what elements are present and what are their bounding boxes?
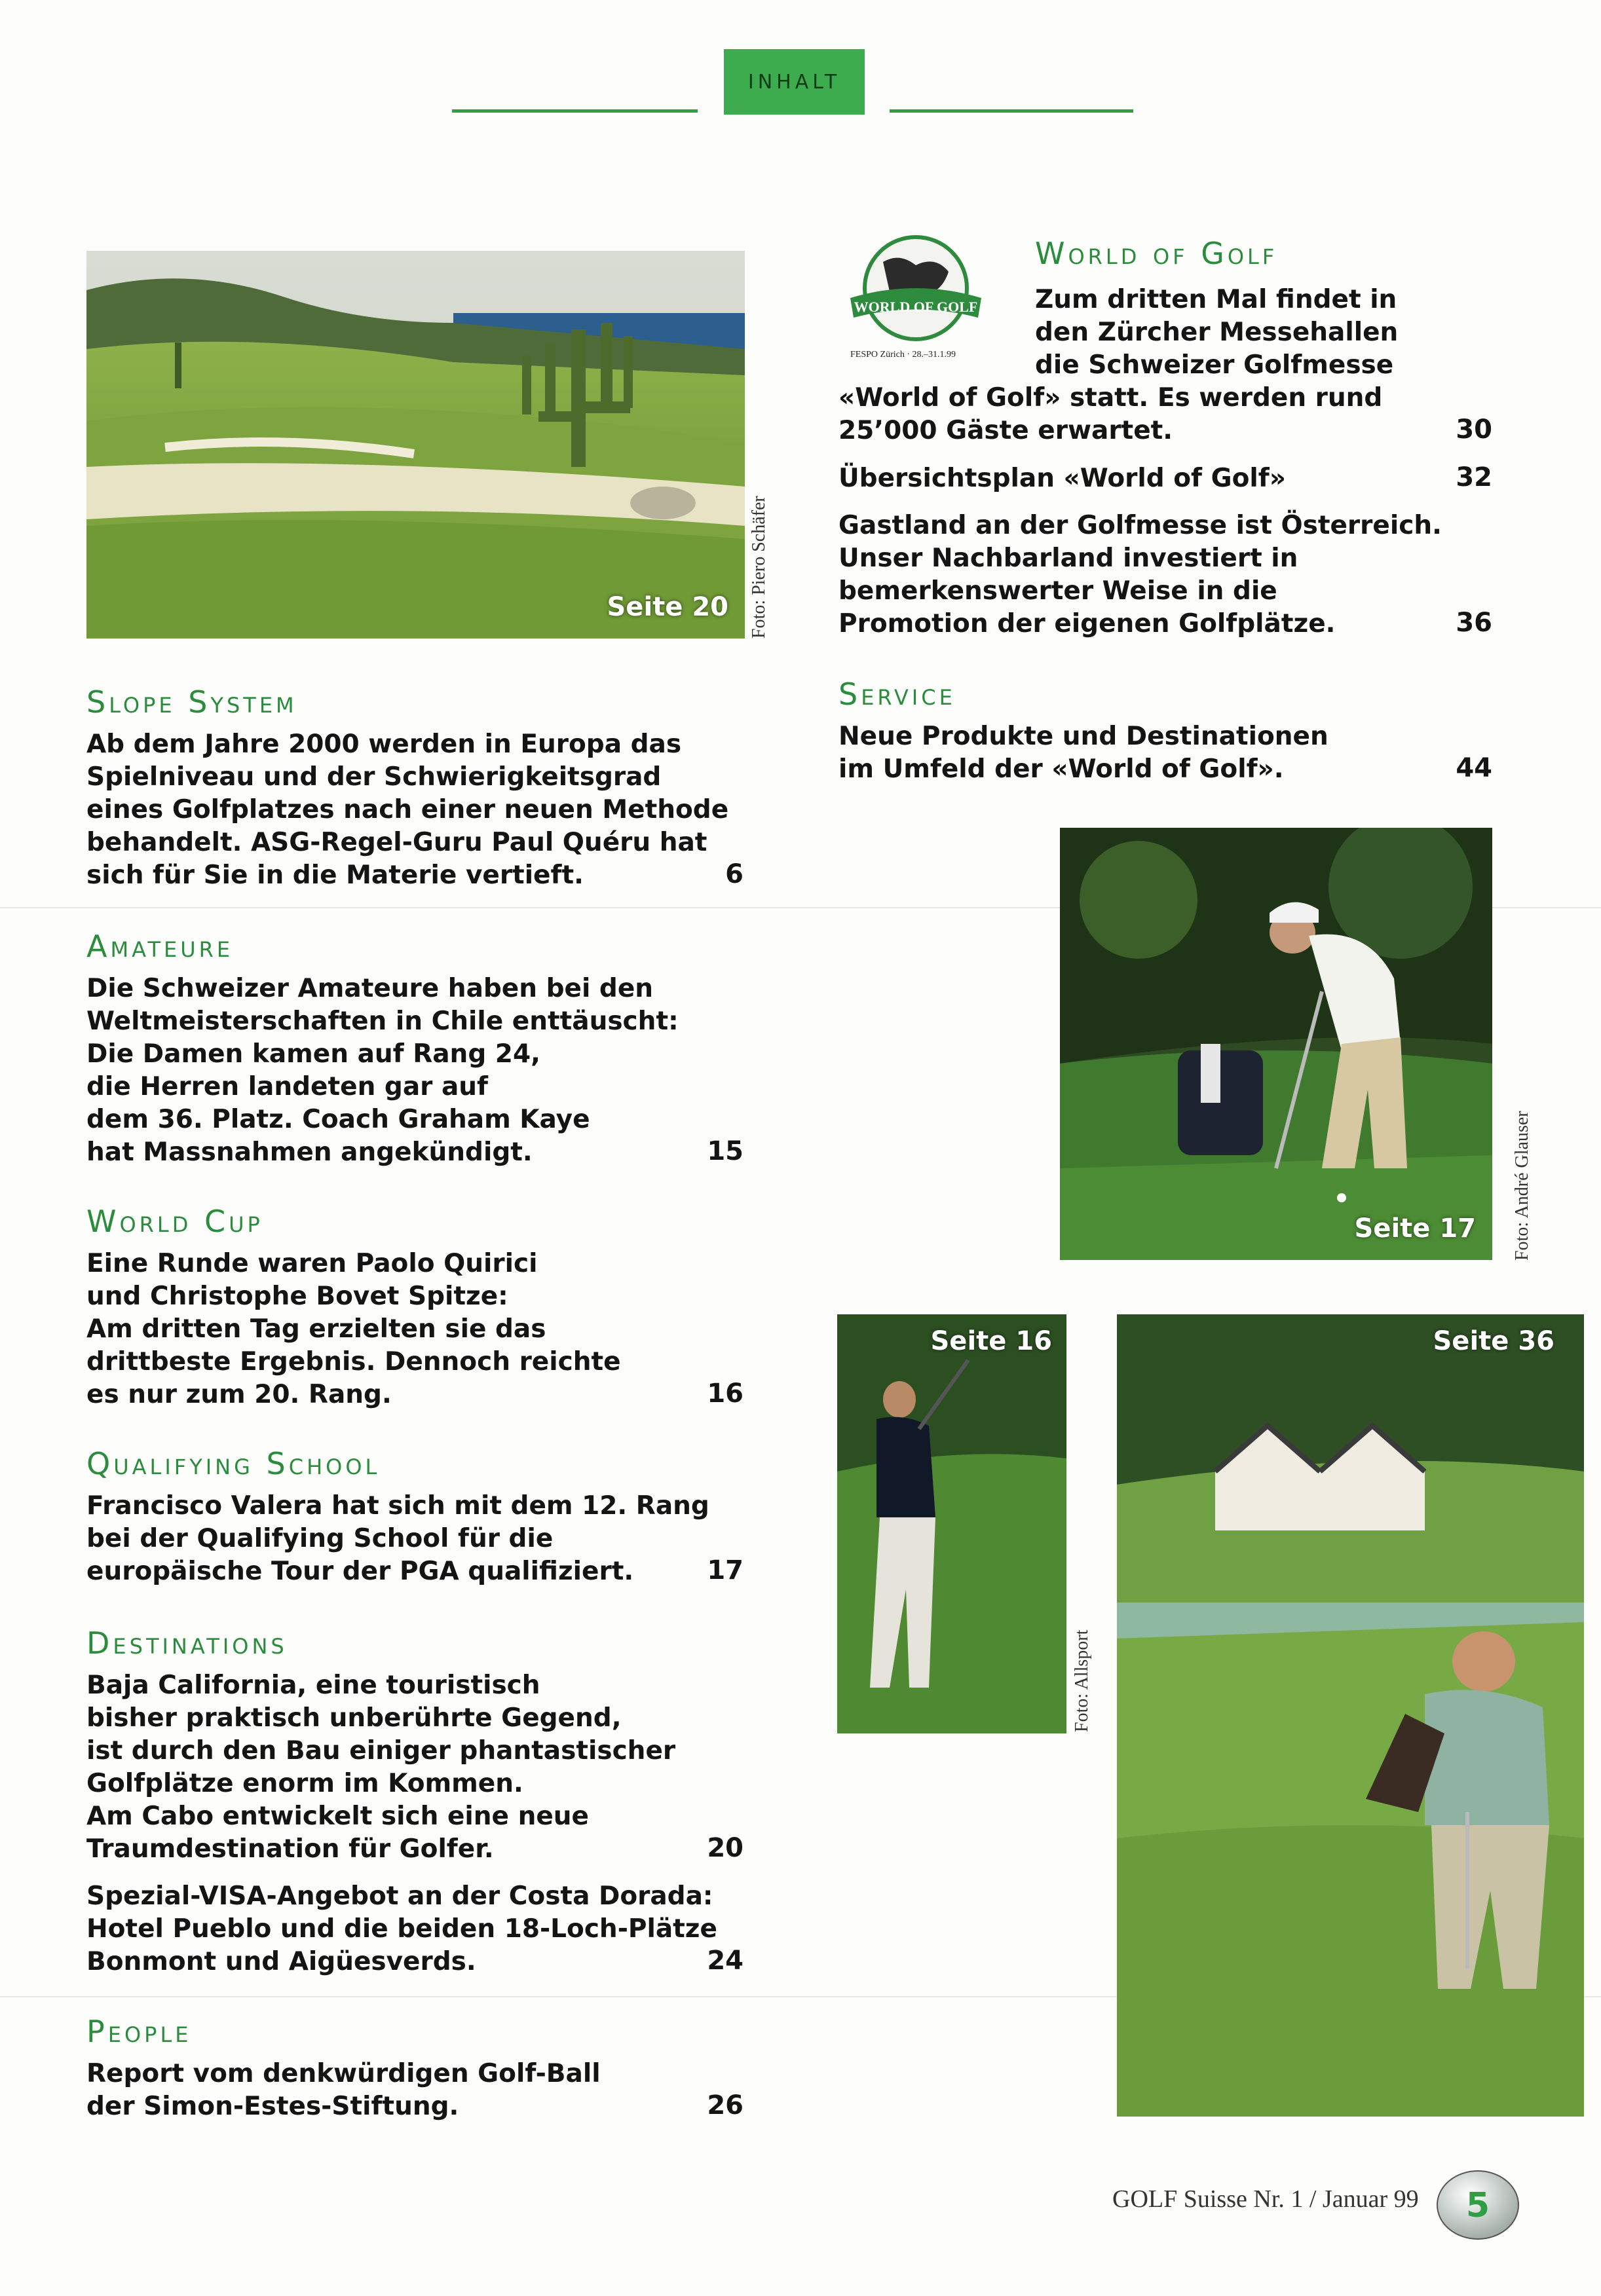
section-text-service (838, 720, 1328, 786)
text-line: eines Golfplatzes nach einer neuen Methode (86, 795, 729, 824)
header-rule-right (890, 109, 1133, 113)
text-line: Die Damen kamen auf Rang 24, (86, 1039, 540, 1069)
text-line: und Christophe Bovet Spitze: (86, 1282, 508, 1311)
text-line: Eine Runde waren Paolo Quirici (86, 1249, 538, 1278)
page-number-link[interactable]: 16 (707, 1379, 744, 1409)
page-number-link[interactable]: 44 (1456, 753, 1492, 783)
photo-clubhouse (1117, 1314, 1584, 2117)
text-line: im Umfeld der «World of Golf». (838, 754, 1284, 784)
page-number-badge (1433, 2168, 1522, 2243)
text-line: dem 36. Platz. Coach Graham Kaye (86, 1105, 590, 1134)
text-line: Francisco Valera hat sich mit dem 12. Rang (86, 1491, 709, 1521)
photo-page-label: Seite 16 (930, 1326, 1052, 1356)
golfer-swing-image (837, 1314, 1066, 1733)
text-line: Spielniveau und der Schwierigkeitsgrad (86, 762, 662, 792)
page-number-link[interactable]: 32 (1456, 462, 1492, 492)
visa-offer-text (86, 1880, 717, 1978)
section-title-people: People (86, 2014, 192, 2049)
text-line: den Zürcher Messehallen (1035, 318, 1399, 347)
plan-text: Übersichtsplan «World of Golf» (838, 464, 1286, 493)
section-title-qualifying-school: Qualifying School (86, 1446, 381, 1481)
section-title-destinations: Destinations (86, 1625, 288, 1661)
text-line: bemerkenswerter Weise in die (838, 576, 1277, 606)
text-line: Am Cabo entwickelt sich eine neue (86, 1802, 590, 1831)
text-line: europäische Tour der PGA qualifiziert. (86, 1557, 634, 1586)
section-text-world-cup (86, 1248, 621, 1411)
text-line: 25’000 Gäste erwartet. (838, 416, 1173, 445)
header-rule-left (452, 109, 698, 113)
text-line: Report vom denkwürdigen Golf-Ball (86, 2059, 601, 2088)
page-number-link[interactable]: 17 (707, 1555, 744, 1585)
text-line: Weltmeisterschaften in Chile enttäuscht: (86, 1007, 679, 1036)
cabo-landscape-image (86, 251, 745, 639)
page-number-link[interactable]: 15 (707, 1136, 744, 1166)
page-number-link[interactable]: 36 (1456, 608, 1492, 638)
photo-putting-golfer (1060, 828, 1492, 1260)
section-title-world-cup: World Cup (86, 1204, 263, 1239)
world-of-golf-logo (837, 232, 994, 367)
text-line: Gastland an der Golfmesse ist Österreich. (838, 511, 1442, 540)
section-title-world-of-golf: World of Golf (1035, 236, 1278, 271)
section-text-world-of-golf (1035, 284, 1398, 382)
text-line: ist durch den Bau einiger phantastischer (86, 1736, 676, 1766)
text-line: drittbeste Ergebnis. Dennoch reichte (86, 1347, 621, 1377)
section-text-destinations (86, 1669, 675, 1866)
footer-issue-text: GOLF Suisse Nr. 1 / Januar 99 (1112, 2185, 1419, 2213)
page-number-link[interactable]: 6 (725, 859, 744, 889)
text-line: Traumdestination für Golfer. (86, 1834, 494, 1864)
text-line: Golfplätze enorm im Kommen. (86, 1769, 523, 1798)
photo-credit: Foto: Piero Schäfer (749, 496, 769, 639)
section-title-service: Service (838, 676, 956, 712)
photo-page-label: Seite 20 (607, 592, 728, 622)
photo-cabo-landscape (86, 251, 745, 639)
text-line: bei der Qualifying School für die (86, 1524, 554, 1553)
text-line: Neue Produkte und Destinationen (838, 722, 1328, 751)
photo-golfer-swing (837, 1314, 1066, 1733)
guest-country-text (838, 509, 1442, 640)
text-line: behandelt. ASG-Regel-Guru Paul Quéru hat (86, 828, 707, 857)
logo-text: WORLD OF GOLF (854, 299, 978, 315)
section-text-people (86, 2058, 601, 2123)
putting-golfer-image (1060, 828, 1492, 1260)
section-text-qualifying-school (86, 1490, 709, 1588)
page-number: 5 (1465, 2186, 1490, 2225)
text-line: Ab dem Jahre 2000 werden in Europa das (86, 730, 682, 759)
text-line: «World of Golf» statt. Es werden rund (838, 383, 1383, 413)
photo-page-label: Seite 17 (1354, 1213, 1476, 1244)
text-line: die Schweizer Golfmesse (1035, 350, 1394, 380)
text-line: Promotion der eigenen Golfplätze. (838, 609, 1336, 639)
text-line: hat Massnahmen angekündigt. (86, 1138, 533, 1167)
section-title-amateure: Amateure (86, 929, 234, 964)
text-line: Spezial-VISA-Angebot an der Costa Dorada: (86, 1881, 713, 1911)
text-line: sich für Sie in die Materie vertieft. (86, 861, 584, 890)
page-number-link[interactable]: 24 (707, 1946, 744, 1976)
text-line: die Herren landeten gar auf (86, 1072, 489, 1102)
text-line: Zum dritten Mal findet in (1035, 285, 1397, 314)
text-line: Die Schweizer Amateure haben bei den (86, 974, 654, 1003)
section-text-amateure (86, 972, 679, 1169)
page-number-link[interactable]: 20 (707, 1833, 744, 1863)
golf-globe-icon (837, 232, 994, 367)
text-line: Hotel Pueblo und die beiden 18-Loch-Plätze (86, 1914, 717, 1944)
clubhouse-image (1117, 1314, 1584, 2117)
text-line: Unser Nachbarland investiert in (838, 544, 1298, 573)
text-line: der Simon-Estes-Stiftung. (86, 2092, 459, 2121)
text-line: Bonmont und Aigüesverds. (86, 1947, 476, 1976)
section-text-world-of-golf-cont (838, 382, 1382, 447)
text-line: es nur zum 20. Rang. (86, 1380, 392, 1409)
section-text-slope-system (86, 728, 728, 892)
photo-page-label: Seite 36 (1433, 1326, 1554, 1356)
photo-credit: Foto: André Glauser (1512, 1111, 1532, 1261)
text-line: Baja California, eine touristisch (86, 1671, 540, 1700)
section-tab-inhalt: INHALT (724, 49, 865, 115)
page-number-link[interactable]: 30 (1456, 415, 1492, 445)
logo-caption: FESPO Zürich · 28.–31.1.99 (850, 350, 956, 360)
section-title-slope-system: Slope System (86, 684, 297, 720)
photo-credit: Foto: Allsport (1072, 1629, 1092, 1732)
golf-ball-icon (1433, 2168, 1522, 2243)
text-line: Am dritten Tag erzielten sie das (86, 1314, 546, 1344)
page-number-link[interactable]: 26 (707, 2090, 744, 2120)
text-line: bisher praktisch unberührte Gegend, (86, 1703, 622, 1733)
